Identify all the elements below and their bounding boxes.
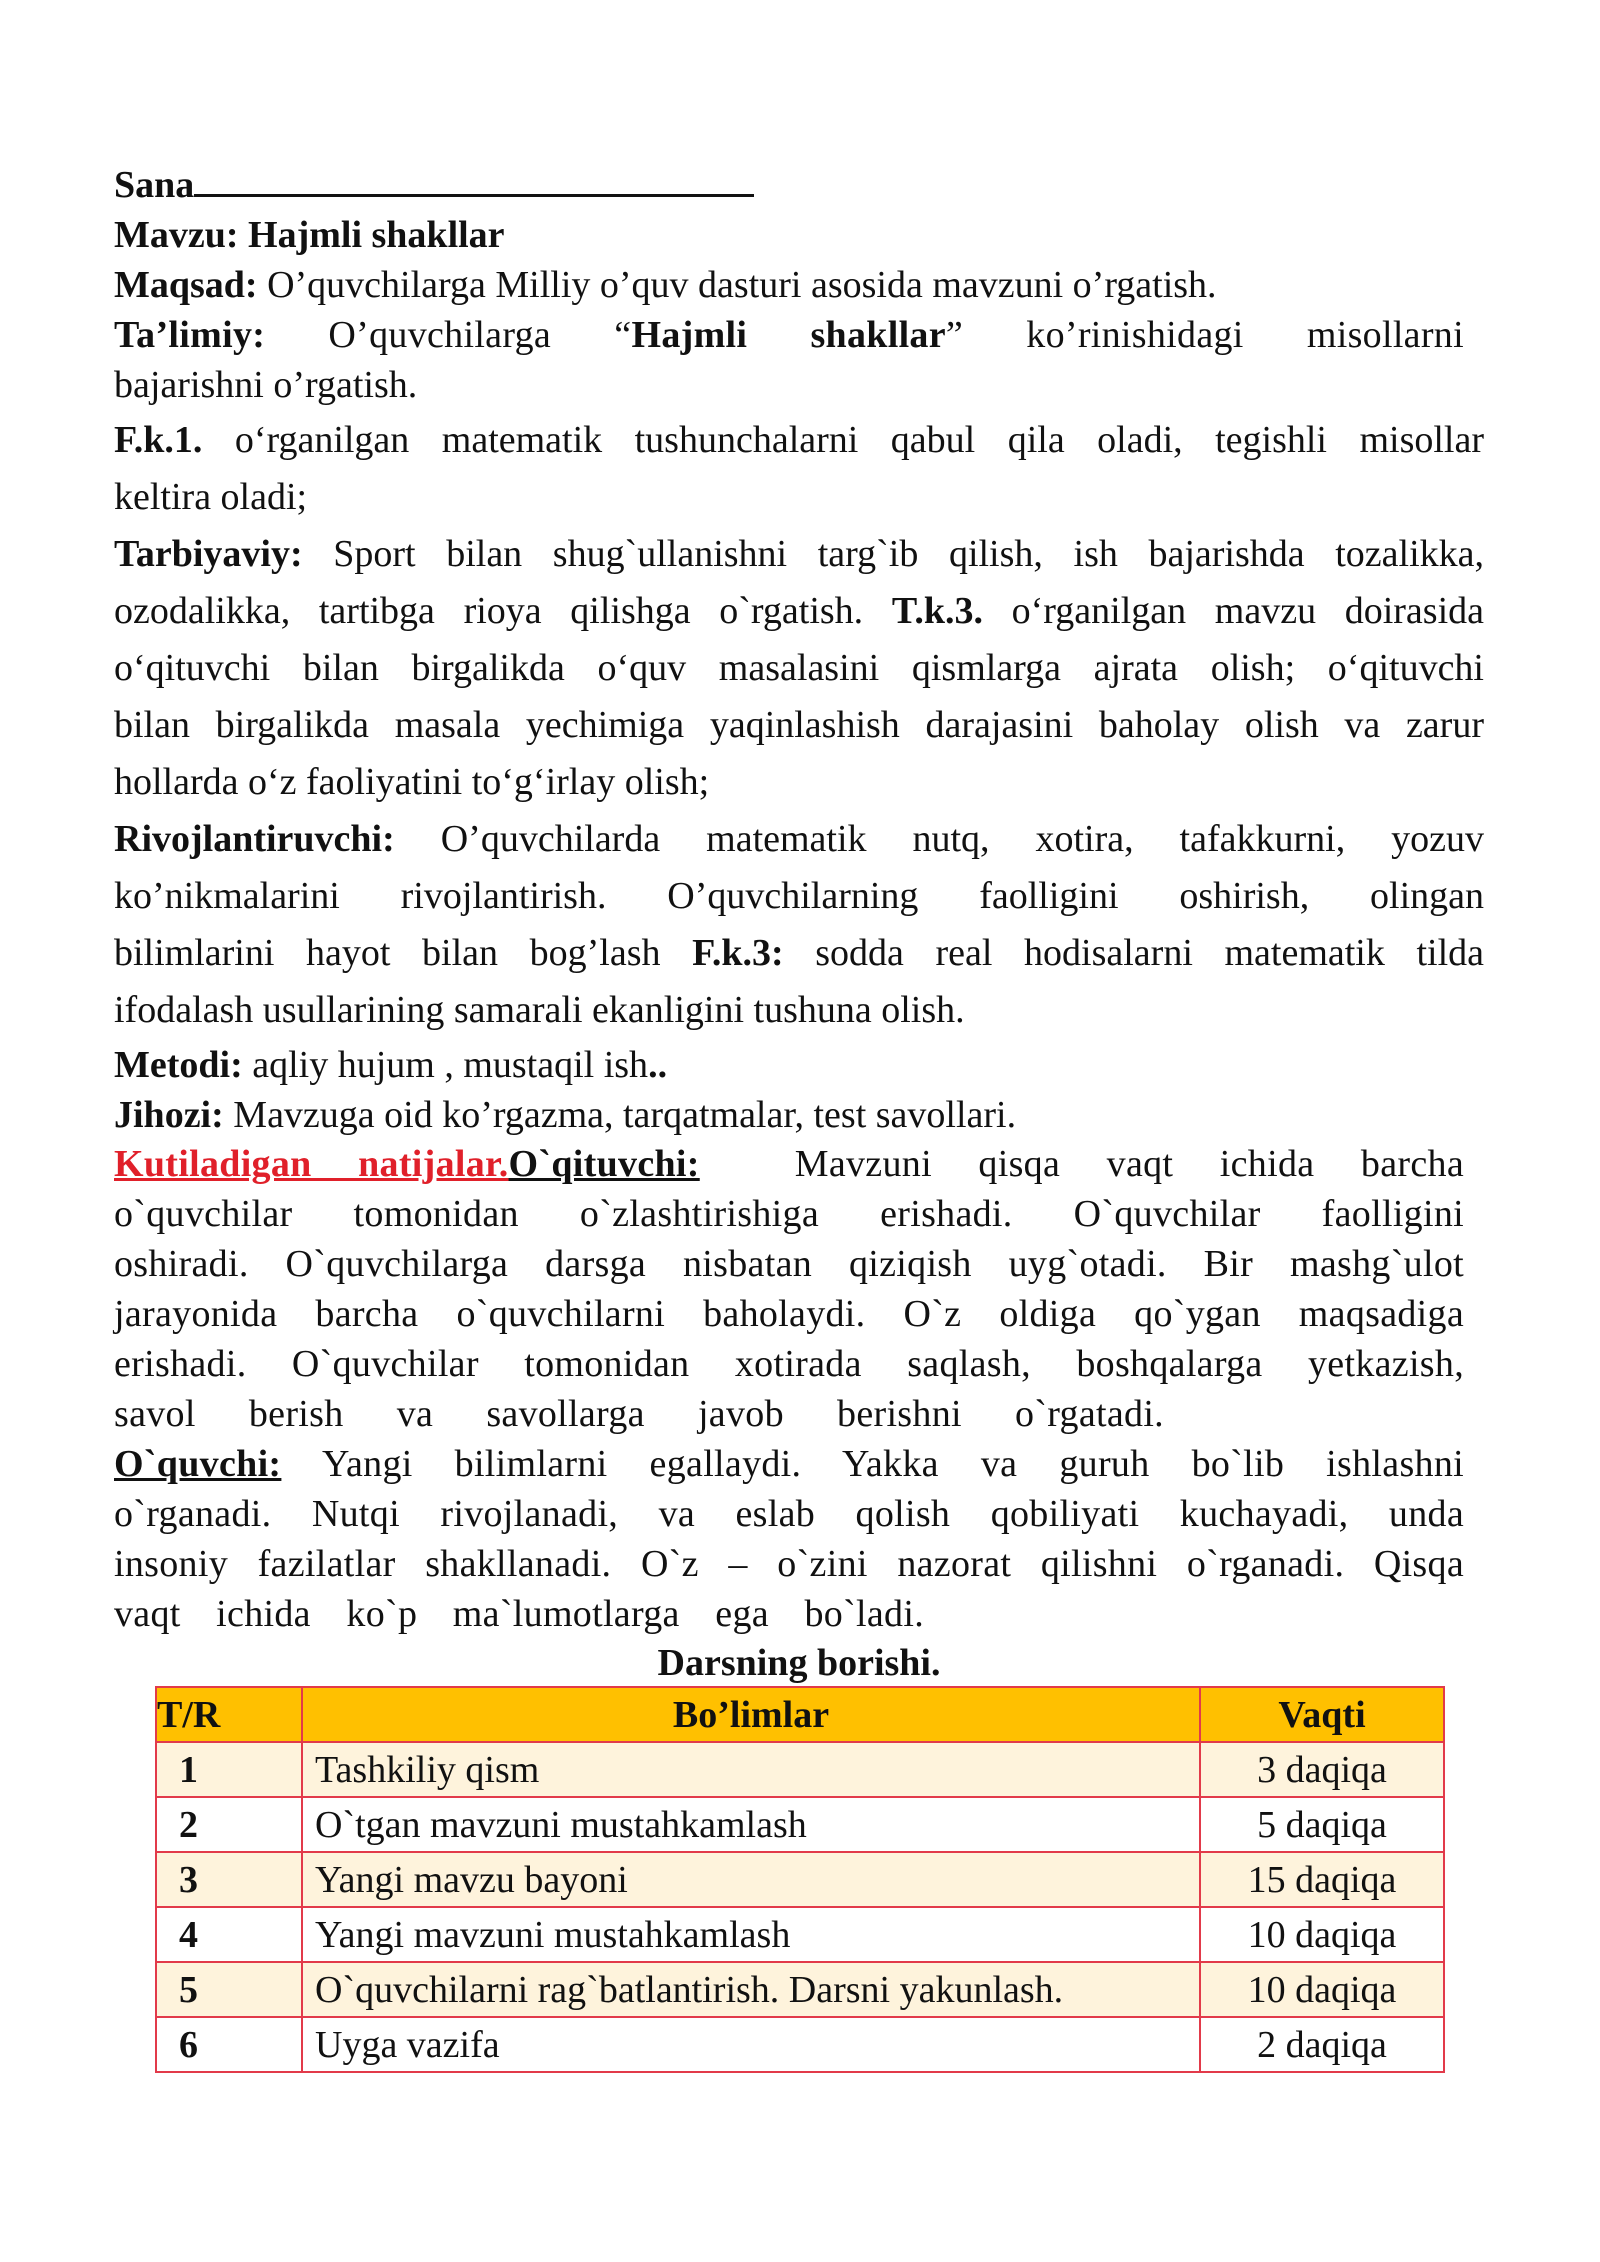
row-section: Uyga vazifa [302,2017,1200,2072]
expected-results [114,1139,1464,1439]
upbringing-l2a: ozodalikka, tartibga rioya qilishga o`rgatish. [114,590,864,632]
table-row [156,1907,1444,1962]
lesson-flow-title: Darsning borishi. [657,1642,941,1684]
fk1-line1: o‘rganilgan matematik tushunchalarni qabul qila oladi, tegishli misollar [234,419,1484,461]
row-time: 2 daqiqa [1200,2017,1444,2072]
educational-post: ko’rinishidagi misollarni [1026,314,1464,356]
row-section: Yangi mavzuni mustahkamlash [302,1907,1200,1962]
row-section: O`quvchilarni rag`batlantirish. Darsni yakunlash. [302,1962,1200,2017]
educational-label: Ta’limiy: [114,314,266,356]
goal-text: O’quvchilarga Milliy o’quv dasturi asosida mavzuni o’rgatish. [267,264,1217,306]
equipment-line [114,1091,1484,1139]
results-l1: Mavzuni qisqa vaqt ichida barcha [794,1143,1464,1185]
development-l2: ko’nikmalarini rivojlantirish. O’quvchilarning faolligini oshirish, olingan [114,875,1484,917]
equipment-label: Jihozi: [114,1094,224,1136]
header-number: T/R [156,1687,302,1742]
table-row [156,1962,1444,2017]
equipment-text: Mavzuga oid ko’rgazma, tarqatmalar, test savollari. [233,1094,1017,1136]
row-number: 4 [156,1907,302,1962]
date-line [114,160,1484,210]
lesson-flow-table [155,1686,1445,2073]
results-l2: o`quvchilar tomonidan o`zlashtirishiga erishadi. O`quvchilar faolligini [114,1193,1464,1235]
open-quote: “ [614,314,632,356]
upbringing-l5: hollarda o‘z faoliyatini to‘g‘irlay olish; [114,761,710,803]
table-row [156,1852,1444,1907]
upbringing-goal [114,526,1484,811]
row-section: Yangi mavzu bayoni [302,1852,1200,1907]
student-label: O`quvchi: [114,1443,282,1485]
header-sections: Bo’limlar [302,1687,1200,1742]
upbringing-l2b: o‘rganilgan mavzu doirasida [1011,590,1485,632]
development-l1: O’quvchilarda matematik nutq, xotira, tafakkurni, yozuv [440,818,1485,860]
row-time: 10 daqiqa [1200,1907,1444,1962]
educational-goal [114,310,1464,360]
row-number: 3 [156,1852,302,1907]
method-label: Metodi: [114,1044,243,1086]
row-time: 3 daqiqa [1200,1742,1444,1797]
row-time: 10 daqiqa [1200,1962,1444,2017]
row-number: 5 [156,1962,302,2017]
row-section: Tashkiliy qism [302,1742,1200,1797]
educational-pre: O’quvchilarga [328,314,552,356]
development-l4: ifodalash usullarining samarali ekanligini tushuna olish. [114,989,965,1031]
topic-line [114,210,1484,260]
student-l2: o`rganadi. Nutqi rivojlanadi, va eslab qolish qobiliyati kuchayadi, unda [114,1493,1464,1535]
row-time: 15 daqiqa [1200,1852,1444,1907]
student-l3: insoniy fazilatlar shakllanadi. O`z – o`zini nazorat qilishni o`rganadi. Qisqa [114,1543,1464,1585]
fk1-label: F.k.1. [114,419,203,461]
method-line [114,1039,1484,1091]
date-label: Sana [114,164,195,206]
results-label: Kutiladigan natijalar. [114,1143,509,1185]
results-l6: savol berish va savollarga javob berishni o`rgatadi. [114,1393,1164,1435]
table-row [156,1797,1444,1852]
method-text: aqliy hujum , mustaqil ish [242,1044,649,1086]
student-l1: Yangi bilimlarni egallaydi. Yakka va guruh bo`lib ishlashni [322,1443,1464,1485]
development-label: Rivojlantiruvchi: [114,818,395,860]
method-tail: .. [648,1044,668,1086]
lesson-plan-body [114,160,1484,1687]
educational-line2: bajarishni o’rgatish. [114,364,418,406]
development-goal [114,811,1484,1039]
upbringing-label: Tarbiyaviy: [114,533,303,575]
results-l3: oshiradi. O`quvchilarga darsga nisbatan qiziqish uyg`otadi. Bir mashg`ulot [114,1243,1464,1285]
results-l4: jarayonida barcha o`quvchilarni baholaydi. O`z oldiga qo`ygan maqsadiga [114,1293,1464,1335]
table-row [156,2017,1444,2072]
topic-text: Hajmli shakllar [248,214,505,256]
row-time: 5 daqiqa [1200,1797,1444,1852]
tk3-label: T.k.3. [891,590,983,632]
row-number: 1 [156,1742,302,1797]
goal-label: Maqsad: [114,264,258,306]
development-l3a: bilimlarini hayot bilan bog’lash [114,932,661,974]
topic-label: Mavzu: [114,214,239,256]
close-quote: ” [945,314,964,356]
results-l5: erishadi. O`quvchilar tomonidan xotirada saqlash, boshqalarga yetkazish, [114,1343,1464,1385]
student-l4: vaqt ichida ko`p ma`lumotlarga ega bo`ladi. [114,1593,924,1635]
competence-fk1 [114,412,1484,526]
student-results [114,1439,1464,1639]
upbringing-l4: bilan birgalikda masala yechimiga yaqinlashish darajasini baholay olish va zarur [114,704,1484,746]
educational-highlight: Hajmli shakllar [631,314,946,356]
upbringing-l3: o‘qituvchi bilan birgalikda o‘quv masalasini qismlarga ajrata olish; o‘qituvchi [114,647,1484,689]
date-blank [194,162,754,197]
row-number: 2 [156,1797,302,1852]
row-section: O`tgan mavzuni mustahkamlash [302,1797,1200,1852]
row-number: 6 [156,2017,302,2072]
fk3-label: F.k.3: [692,932,784,974]
goal-line [114,260,1484,310]
header-time: Vaqti [1200,1687,1444,1742]
fk1-line2: keltira oladi; [114,476,308,518]
table-row [156,1742,1444,1797]
upbringing-l1: Sport bilan shug`ullanishni targ`ib qilish, ish bajarishda tozalikka, [333,533,1484,575]
teacher-label: O`qituvchi: [508,1143,700,1185]
development-l3b: sodda real hodisalarni matematik tilda [815,932,1485,974]
table-header-row [156,1687,1444,1742]
